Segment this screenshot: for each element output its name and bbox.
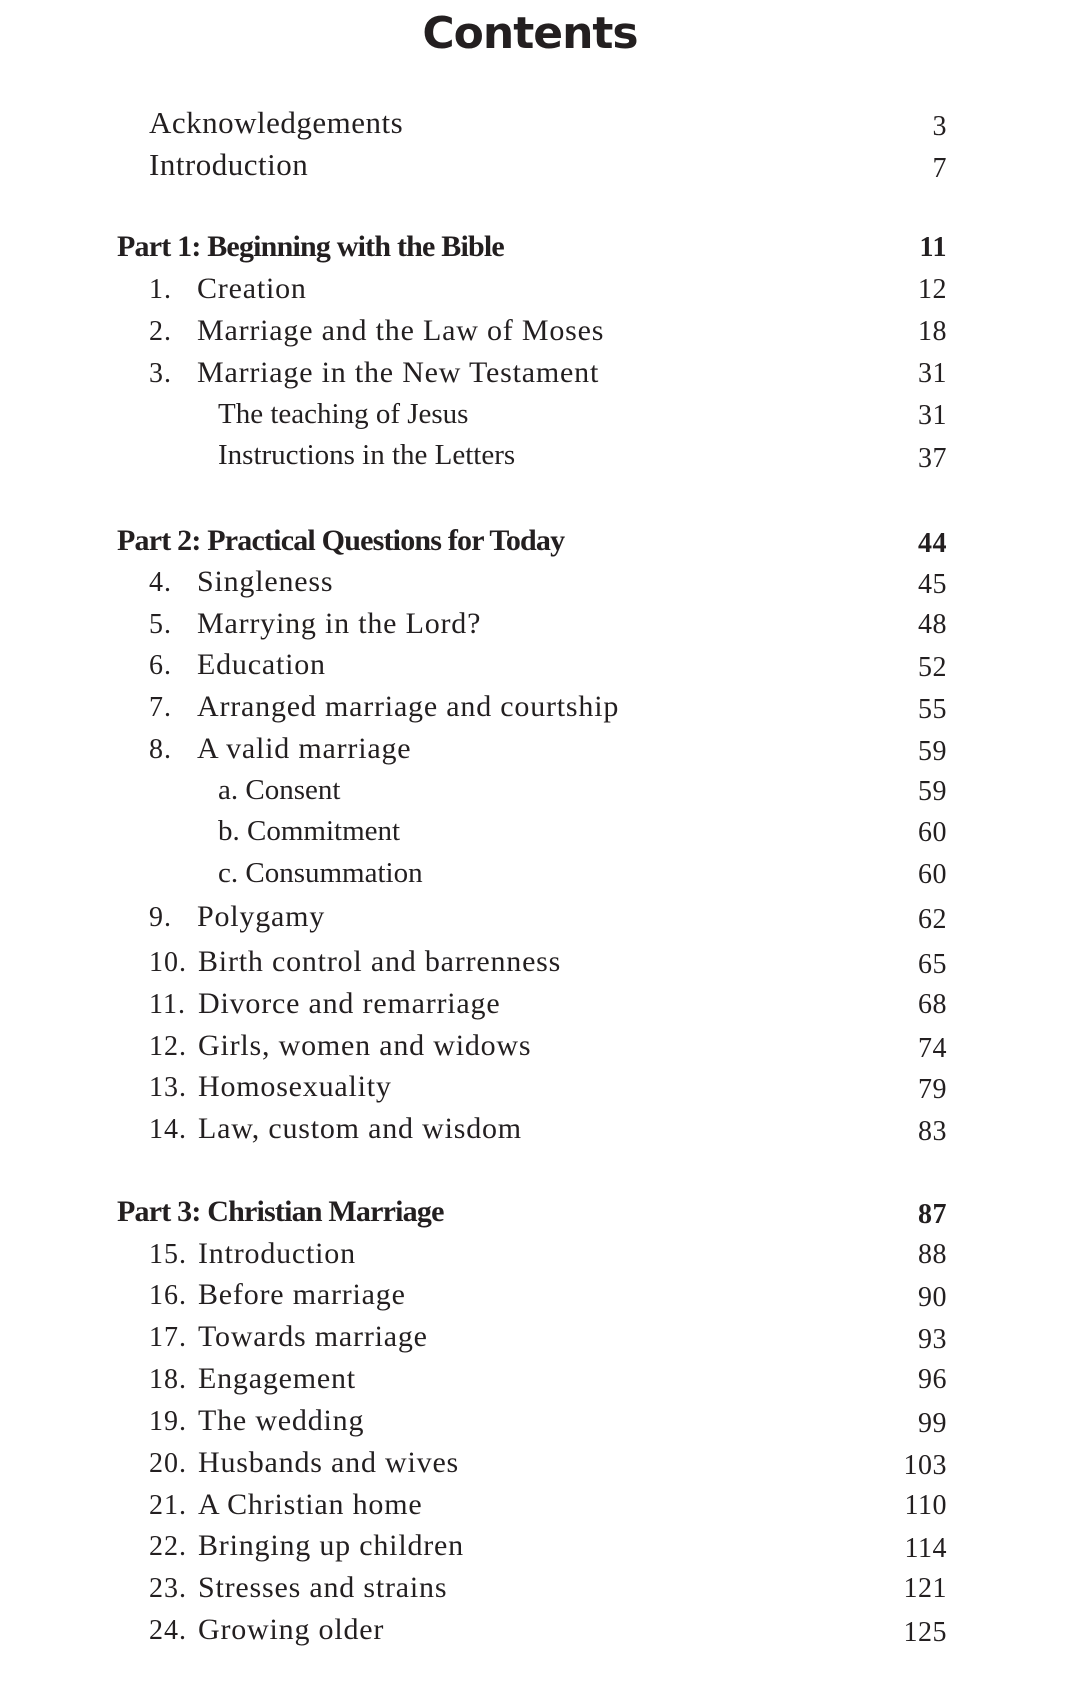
chapter-label: Introduction [198,1237,356,1270]
subsection-label: The teaching of Jesus [218,398,469,430]
chapter-label: Husbands and wives [198,1446,460,1479]
part-label: Part 1: Beginning with the Bible [117,230,504,263]
toc-chapter[interactable] [0,1488,1087,1528]
chapter-label: Birth control and barrenness [198,945,562,978]
subsection-page: 60 [918,817,947,848]
entry-page: 3 [932,111,947,142]
chapter-number: 23. [149,1573,187,1604]
toc-chapter[interactable] [0,1029,1087,1069]
toc-entry-introduction[interactable] [0,147,1087,187]
toc-subsection[interactable] [0,398,1087,438]
chapter-page: 45 [918,569,947,600]
part-page: 11 [919,232,947,263]
chapter-label: Singleness [197,565,334,598]
chapter-label: Before marriage [198,1278,406,1311]
chapter-number: 8. [149,734,172,765]
chapter-page: 114 [904,1533,947,1564]
chapter-page: 125 [903,1617,947,1648]
chapter-label: Marriage in the New Testament [197,356,600,389]
chapter-page: 121 [903,1573,947,1604]
part-label: Part 3: Christian Marriage [117,1195,444,1228]
chapter-label: Education [197,648,326,681]
subsection-page: 37 [918,443,947,474]
chapter-page: 12 [918,274,947,305]
toc-chapter[interactable] [0,1320,1087,1360]
entry-label: Introduction [149,147,309,182]
chapter-label: Homosexuality [198,1070,392,1103]
chapter-number: 18. [149,1364,187,1395]
toc-chapter[interactable] [0,1362,1087,1402]
toc-chapter[interactable] [0,272,1087,312]
toc-chapter[interactable] [0,987,1087,1027]
chapter-number: 19. [149,1406,187,1437]
toc-chapter[interactable] [0,1237,1087,1277]
toc-subsection[interactable] [0,815,1087,855]
chapter-page: 88 [918,1239,947,1270]
chapter-page: 31 [918,358,947,389]
toc-chapter[interactable] [0,1070,1087,1110]
chapter-number: 7. [149,692,172,723]
chapter-label: Marriage and the Law of Moses [197,314,605,347]
subsection-label: a. Consent [218,774,341,806]
chapter-label: Law, custom and wisdom [198,1112,522,1145]
chapter-number: 20. [149,1448,187,1479]
part-page: 87 [918,1199,947,1230]
chapter-label: Towards marriage [198,1320,428,1353]
chapter-number: 1. [149,274,172,305]
chapter-page: 99 [918,1408,947,1439]
chapter-page: 96 [918,1364,947,1395]
toc-chapter[interactable] [0,1112,1087,1152]
toc-subsection[interactable] [0,439,1087,479]
toc-chapter[interactable] [0,607,1087,647]
chapter-label: Stresses and strains [198,1571,448,1604]
chapter-label: Bringing up children [198,1529,464,1562]
part-page: 44 [918,528,947,559]
chapter-number: 2. [149,316,172,347]
toc-chapter[interactable] [0,690,1087,730]
chapter-page: 55 [918,694,947,725]
chapter-number: 22. [149,1531,187,1562]
chapter-label: Growing older [198,1613,385,1646]
chapter-number: 11. [149,989,186,1020]
chapter-number: 13. [149,1072,187,1103]
chapter-page: 79 [918,1074,947,1105]
subsection-page: 59 [918,776,947,807]
chapter-label: The wedding [198,1404,365,1437]
toc-subsection[interactable] [0,774,1087,814]
chapter-page: 52 [918,652,947,683]
chapter-number: 12. [149,1031,187,1062]
toc-chapter[interactable] [0,1278,1087,1318]
subsection-label: Instructions in the Letters [218,439,516,471]
toc-chapter[interactable] [0,314,1087,354]
chapter-number: 14. [149,1114,187,1145]
chapter-page: 68 [918,989,947,1020]
subsection-label: b. Commitment [218,815,401,847]
chapter-label: Creation [197,272,307,305]
toc-chapter[interactable] [0,1613,1087,1653]
chapter-page: 18 [918,316,947,347]
chapter-label: Divorce and remarriage [198,987,501,1020]
chapter-page: 83 [918,1116,947,1147]
toc-chapter[interactable] [0,648,1087,688]
toc-part-1[interactable] [0,230,1087,270]
subsection-page: 60 [918,859,947,890]
chapter-number: 3. [149,358,172,389]
chapter-page: 62 [918,904,947,935]
toc-chapter[interactable] [0,900,1087,940]
toc-chapter[interactable] [0,732,1087,772]
toc-entry-acknowledgements[interactable] [0,105,1087,145]
toc-part-2[interactable] [0,524,1087,564]
toc-chapter[interactable] [0,945,1087,985]
chapter-number: 15. [149,1239,187,1270]
toc-chapter[interactable] [0,1529,1087,1569]
chapter-label: Girls, women and widows [198,1029,532,1062]
subsection-label: c. Consummation [218,857,423,889]
chapter-number: 6. [149,650,172,681]
chapter-label: Engagement [198,1362,356,1395]
part-label: Part 2: Practical Questions for Today [117,524,565,557]
toc-chapter[interactable] [0,1446,1087,1486]
toc-chapter[interactable] [0,356,1087,396]
chapter-label: Arranged marriage and courtship [197,690,620,723]
entry-label: Acknowledgements [149,105,404,140]
chapter-number: 4. [149,567,172,598]
toc-part-3[interactable] [0,1195,1087,1235]
chapter-page: 90 [918,1282,947,1313]
chapter-number: 16. [149,1280,187,1311]
chapter-number: 17. [149,1322,187,1353]
chapter-page: 110 [904,1490,947,1521]
page-title: Contents [422,8,638,59]
chapter-number: 24. [149,1615,187,1646]
chapter-number: 21. [149,1490,187,1521]
chapter-label: A valid marriage [197,732,412,765]
chapter-page: 48 [918,609,947,640]
toc-chapter[interactable] [0,1404,1087,1444]
chapter-page: 103 [903,1450,947,1481]
toc-chapter[interactable] [0,565,1087,605]
toc-chapter[interactable] [0,1571,1087,1611]
toc-subsection[interactable] [0,857,1087,897]
chapter-number: 5. [149,609,172,640]
chapter-label: A Christian home [198,1488,423,1521]
subsection-page: 31 [918,400,947,431]
chapter-page: 65 [918,949,947,980]
chapter-label: Polygamy [197,900,326,933]
chapter-number: 10. [149,947,187,978]
chapter-page: 74 [918,1033,947,1064]
chapter-number: 9. [149,902,172,933]
entry-page: 7 [932,153,947,184]
chapter-page: 93 [918,1324,947,1355]
chapter-label: Marrying in the Lord? [197,607,482,640]
chapter-page: 59 [918,736,947,767]
